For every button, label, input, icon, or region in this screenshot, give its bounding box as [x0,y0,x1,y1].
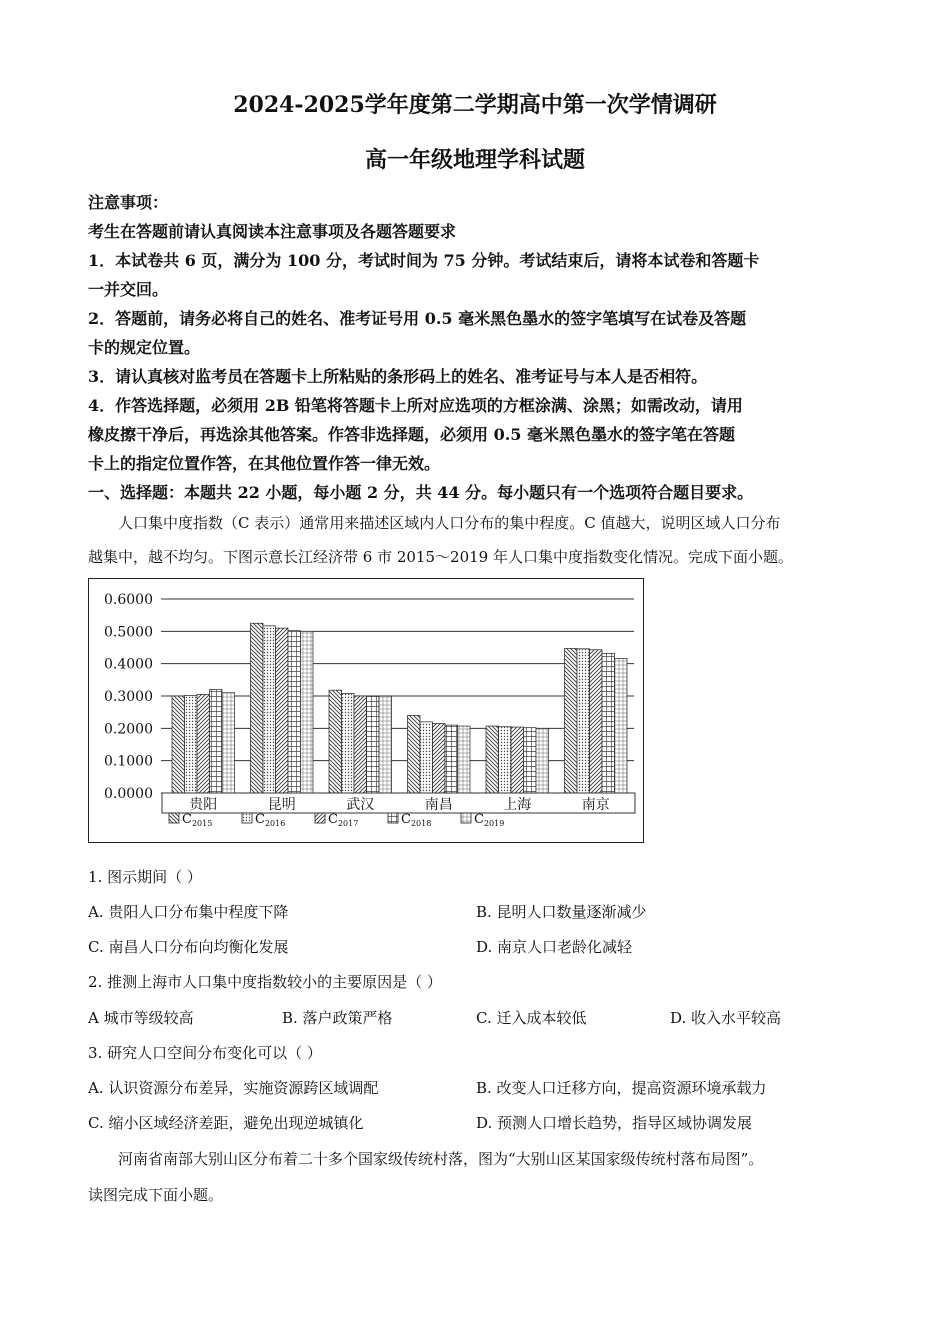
question-3-stem: 3. 研究人口空间分布变化可以（ ） [88,1044,322,1062]
chart-svg [89,579,645,844]
notice-line: 3．请认真核对监考员在答题卡上所粘贴的条形码上的姓名、准考证号与本人是否相符。 [88,367,708,386]
q1-option-d[interactable]: D. 南京人口老龄化减轻 [476,938,633,956]
bar-昆明-C2016 [263,626,276,793]
category-axis-box [162,793,635,813]
notice-line: 4．作答选择题，必须用 2B 铅笔将答题卡上所对应选项的方框涂满、涂黑；如需改动，请用 [88,396,743,415]
category-label: 武汉 [346,797,375,813]
notice-line: 2．答题前，请务必将自己的姓名、准考证号用 0.5 毫米黑色墨水的签字笔填写在试卷及答题 [88,309,747,328]
bar-武汉-C2017 [354,696,367,793]
bar-武汉-C2016 [342,693,355,793]
y-tick-label: 0.3000 [104,689,153,705]
legend-swatch [315,813,325,823]
bar-贵阳-C2017 [197,694,210,793]
y-tick-label: 0.5000 [104,624,153,641]
q2-option-a[interactable]: A 城市等级较高 [88,1009,194,1027]
notice-heading: 注意事项： [88,193,169,212]
legend-label: $C_{2016}$ [255,812,286,828]
category-label: 贵阳 [189,797,218,813]
passage-text: 河南省南部大别山区分布着二十多个国家级传统村落，图为“大别山区某国家级传统村落布局图”。 [118,1150,764,1168]
notice-line: 一并交回。 [88,280,169,299]
question-1-stem: 1. 图示期间（ ） [88,868,202,886]
bar-武汉-C2019 [379,696,392,793]
q1-option-b[interactable]: B. 昆明人口数量逐渐减少 [476,903,647,921]
legend-label: $C_{2018}$ [401,812,432,828]
q2-option-b[interactable]: B. 落户政策严格 [282,1009,393,1027]
bar-南京-C2018 [602,653,615,793]
passage-text: 读图完成下面小题。 [88,1186,224,1204]
category-label: 南京 [581,797,610,813]
bar-昆明-C2018 [288,631,301,793]
legend-swatch [169,813,179,823]
passage-text: 越集中，越不均匀。下图示意长江经济带 6 市 2015～2019 年人口集中度指数变化情况。完成下面小题。 [88,548,793,566]
bar-贵阳-C2018 [210,690,223,793]
category-label: 南昌 [424,797,453,813]
q1-option-c[interactable]: C. 南昌人口分布向均衡化发展 [88,938,289,956]
bar-南昌-C2019 [458,726,471,793]
legend-label: $C_{2017}$ [328,812,359,828]
section-heading: 一、选择题：本题共 22 小题，每小题 2 分，共 44 分。每小题只有一个选项符合题目要求。 [88,483,754,502]
bar-武汉-C2018 [367,696,380,793]
bar-南京-C2016 [577,649,590,793]
y-tick-label: 0.6000 [104,592,153,608]
bar-上海-C2019 [536,728,549,793]
legend-label: $C_{2015}$ [182,812,213,828]
exam-subtitle: 高一年级地理学科试题 [364,147,585,173]
bar-贵阳-C2016 [185,695,198,793]
population-chart [88,578,644,843]
bar-上海-C2018 [524,728,537,793]
bar-贵阳-C2019 [222,693,235,793]
bar-南京-C2017 [590,650,603,793]
y-tick-label: 0.0000 [104,786,153,802]
q2-option-d[interactable]: D. 收入水平较高 [670,1009,782,1027]
q3-option-c[interactable]: C. 缩小区域经济差距，避免出现逆城镇化 [88,1114,364,1132]
q3-option-b[interactable]: B. 改变人口迁移方向，提高资源环境承载力 [476,1079,767,1097]
legend-swatch [388,813,398,823]
bar-南昌-C2018 [445,725,458,793]
notice-line: 1．本试卷共 6 页，满分为 100 分，考试时间为 75 分钟。考试结束后，请将本试卷和答题卡 [88,251,760,270]
bar-贵阳-C2015 [172,696,185,793]
notice-line: 卡上的指定位置作答，在其他位置作答一律无效。 [88,454,441,473]
bar-南京-C2015 [565,648,578,793]
legend-swatch [242,813,252,823]
bar-南昌-C2017 [433,723,446,793]
notice-line: 卡的规定位置。 [88,338,201,357]
bar-昆明-C2019 [301,631,314,793]
legend-label: $C_{2019}$ [474,812,505,828]
q2-option-c[interactable]: C. 迁入成本较低 [476,1009,587,1027]
y-tick-label: 0.4000 [104,656,153,673]
question-2-stem: 2. 推测上海市人口集中度指数较小的主要原因是（ ） [88,973,442,991]
category-label: 上海 [503,797,532,813]
category-label: 昆明 [267,797,296,813]
notice-line: 橡皮擦干净后，再选涂其他答案。作答非选择题，必须用 0.5 毫米黑色墨水的签字笔在答题 [88,425,735,444]
exam-title: 2024-2025学年度第二学期高中第一次学情调研 [233,92,717,118]
y-tick-label: 0.2000 [104,721,153,738]
bar-上海-C2016 [499,727,512,793]
bar-南昌-C2015 [408,715,421,793]
notice-intro: 考生在答题前请认真阅读本注意事项及各题答题要求 [88,222,457,241]
bar-南京-C2019 [615,658,628,793]
passage-text: 人口集中度指数（C 表示）通常用来描述区域内人口分布的集中程度。C 值越大，说明区域人口分布 [118,514,781,532]
bar-昆明-C2017 [276,628,289,793]
q3-option-d[interactable]: D. 预测人口增长趋势，指导区域协调发展 [476,1114,753,1132]
y-tick-label: 0.1000 [104,753,153,770]
q3-option-a[interactable]: A. 认识资源分布差异，实施资源跨区域调配 [88,1079,379,1097]
bar-昆明-C2015 [251,623,264,793]
bar-上海-C2017 [511,727,524,793]
bar-南昌-C2016 [420,722,433,793]
bar-上海-C2015 [486,726,499,793]
bar-武汉-C2015 [329,690,342,793]
legend-swatch [461,813,471,823]
q1-option-a[interactable]: A. 贵阳人口分布集中程度下降 [88,903,289,921]
